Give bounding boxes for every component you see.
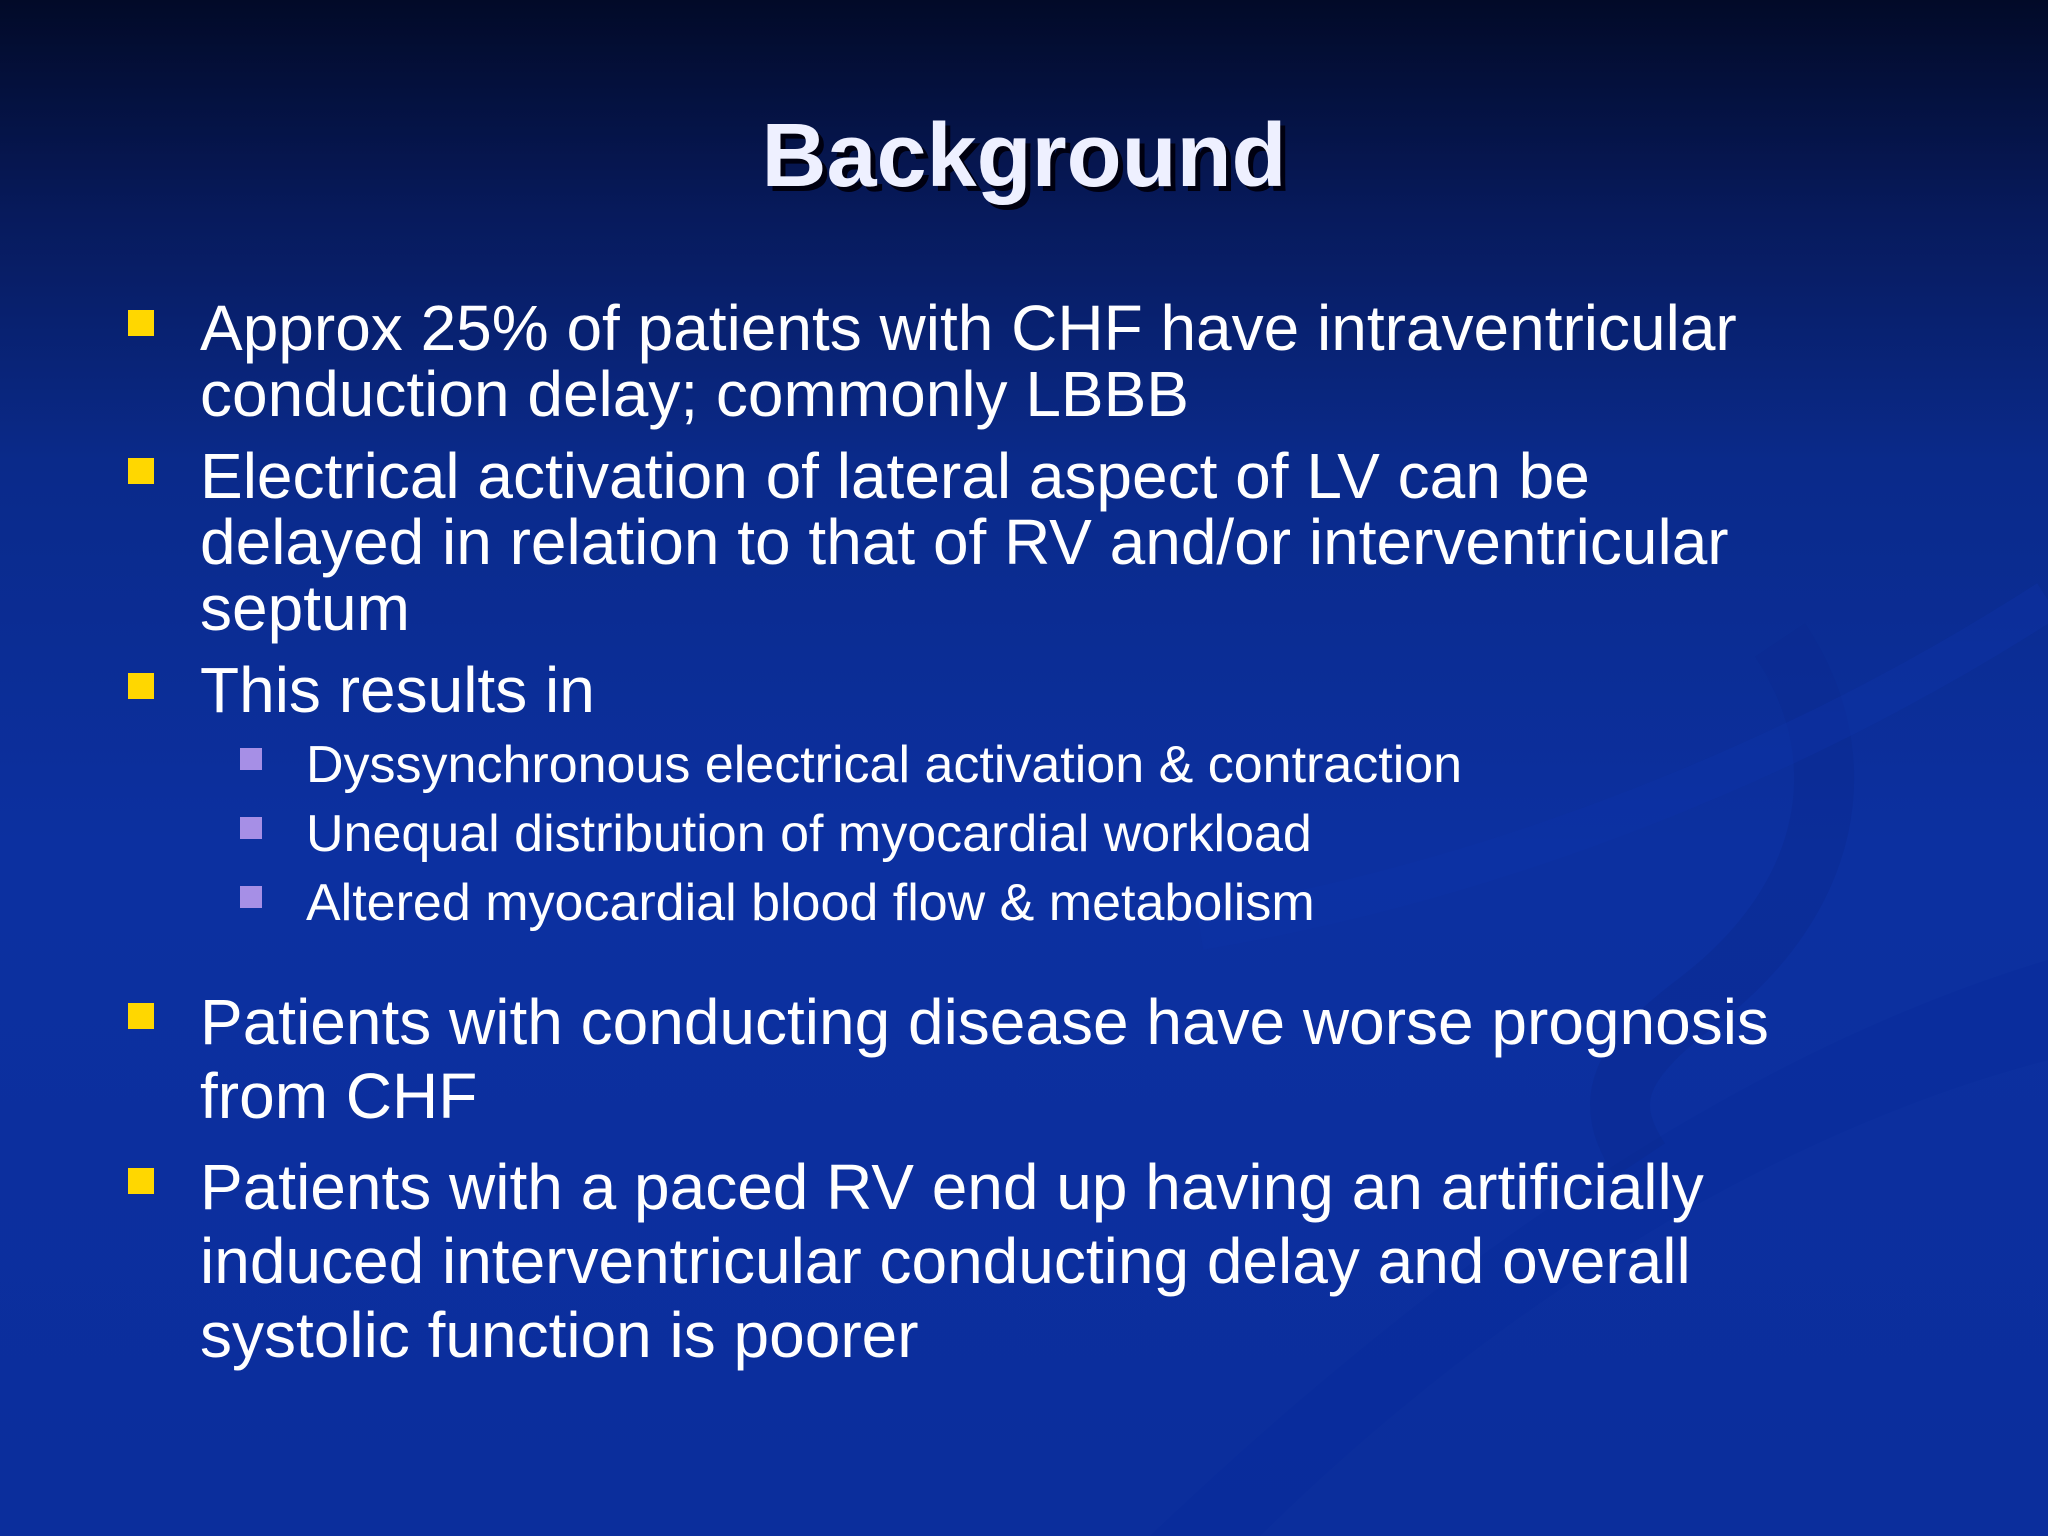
bullet-marker <box>128 310 154 336</box>
bullet-text-line: This results in <box>200 654 595 726</box>
sub-bullet-item: Unequal distribution of myocardial workload <box>306 805 1312 863</box>
sub-bullet-marker <box>240 748 262 770</box>
bullet-item <box>200 292 1900 430</box>
bullet-text-line: septum <box>200 572 410 644</box>
bullet-text-line: conduction delay; commonly LBBB <box>200 358 1189 430</box>
bullet-item <box>200 1150 1900 1372</box>
sub-bullet-item: Dyssynchronous electrical activation & contraction <box>306 736 1463 794</box>
sub-bullet-marker <box>240 886 262 908</box>
slide-title: Background <box>761 106 1287 206</box>
bullet-text-line: Patients with a paced RV end up having an artificially <box>200 1151 1704 1223</box>
bullet-text-line: Patients with conducting disease have worse prognosis <box>200 986 1769 1058</box>
bullet-item <box>200 440 1900 644</box>
bullet-item <box>200 654 1900 726</box>
bullet-text-line: Approx 25% of patients with CHF have intraventricular <box>200 292 1737 364</box>
bullet-item <box>200 985 1900 1133</box>
bullet-marker <box>128 458 154 484</box>
bullet-text-line: systolic function is poorer <box>200 1299 919 1371</box>
sub-bullet-item: Altered myocardial blood flow & metabolism <box>306 874 1315 932</box>
sub-bullet-marker <box>240 817 262 839</box>
bullet-text-line: delayed in relation to that of RV and/or interventricular <box>200 506 1729 578</box>
bullet-text-line: induced interventricular conducting delay and overall <box>200 1225 1691 1297</box>
bullet-marker <box>128 1168 154 1194</box>
bullet-text-line: from CHF <box>200 1060 478 1132</box>
bullet-marker <box>128 673 154 699</box>
bullet-text-line: Electrical activation of lateral aspect of LV can be <box>200 440 1590 512</box>
bullet-marker <box>128 1003 154 1029</box>
